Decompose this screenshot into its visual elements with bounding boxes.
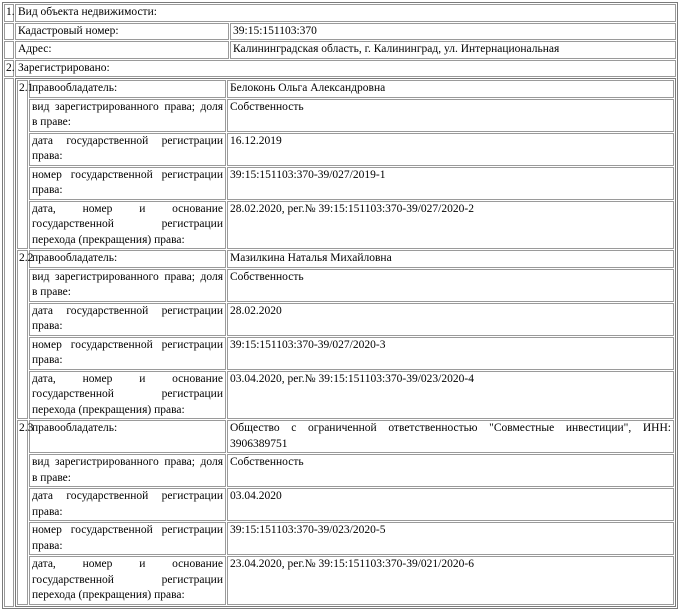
section-title: Зарегистрировано: (15, 60, 676, 78)
field-value: 28.02.2020 (227, 303, 674, 336)
registrations-table (15, 78, 676, 607)
entry-number: 2.3 (17, 420, 28, 605)
section-number: 2. (4, 60, 14, 78)
field-value: Собственность (227, 99, 674, 132)
field-value: Общество с ограниченной ответственностью "Совместные инвестиции", ИНН: 3906389751 (227, 420, 674, 453)
field-label: вид зарегистрированного права; доля в праве: (29, 454, 226, 487)
field-label: правообладатель: (29, 250, 226, 268)
field-label: Адрес: (15, 41, 229, 59)
registrations-container (15, 78, 676, 607)
registration-number-row (17, 167, 674, 200)
empty-cell (4, 41, 14, 59)
transfer-row (17, 556, 674, 605)
registration-number-row (17, 337, 674, 370)
field-label: номер государственной регистрации права: (29, 522, 226, 555)
holder-row (17, 250, 674, 268)
registration-number-row (17, 522, 674, 555)
field-value: Калининградская область, г. Калининград, ул. Интернациональная (230, 41, 676, 59)
field-label: вид зарегистрированного права; доля в праве: (29, 99, 226, 132)
field-value: 03.04.2020, рег.№ 39:15:151103:370-39/023/2020-4 (227, 371, 674, 420)
registration-date-row (17, 133, 674, 166)
field-label: дата, номер и основание государственной регистрации перехода (прекращения) права: (29, 371, 226, 420)
field-label: дата государственной регистрации права: (29, 488, 226, 521)
field-value: 39:15:151103:370-39/023/2020-5 (227, 522, 674, 555)
section-number: 1. (4, 4, 14, 22)
entry-number: 2.2 (17, 250, 28, 419)
field-label: номер государственной регистрации права: (29, 337, 226, 370)
field-label: номер государственной регистрации права: (29, 167, 226, 200)
field-value: 16.12.2019 (227, 133, 674, 166)
empty-cell (4, 23, 14, 41)
field-value: 39:15:151103:370-39/027/2019-1 (227, 167, 674, 200)
extract-document (2, 2, 678, 601)
field-label: Кадастровый номер: (15, 23, 229, 41)
field-label: правообладатель: (29, 420, 226, 453)
field-label: дата государственной регистрации права: (29, 133, 226, 166)
cadastral-number-row (4, 23, 676, 41)
holder-row (17, 80, 674, 98)
empty-cell (4, 78, 14, 607)
section-2-header (4, 60, 676, 78)
field-label: дата государственной регистрации права: (29, 303, 226, 336)
field-value: 28.02.2020, рег.№ 39:15:151103:370-39/027/2020-2 (227, 201, 674, 250)
registration-date-row (17, 488, 674, 521)
field-value: 23.04.2020, рег.№ 39:15:151103:370-39/021/2020-6 (227, 556, 674, 605)
field-label: дата, номер и основание государственной регистрации перехода (прекращения) права: (29, 556, 226, 605)
field-label: правообладатель: (29, 80, 226, 98)
registrations-row (4, 78, 676, 607)
right-type-row (17, 99, 674, 132)
entry-number: 2.1 (17, 80, 28, 249)
address-row (4, 41, 676, 59)
field-label: дата, номер и основание государственной регистрации перехода (прекращения) права: (29, 201, 226, 250)
right-type-row (17, 269, 674, 302)
right-type-row (17, 454, 674, 487)
transfer-row (17, 201, 674, 250)
field-value: 39:15:151103:370 (230, 23, 676, 41)
property-extract-table (2, 2, 678, 609)
holder-row (17, 420, 674, 453)
field-value: Белоконь Ольга Александровна (227, 80, 674, 98)
registration-date-row (17, 303, 674, 336)
field-label: вид зарегистрированного права; доля в праве: (29, 269, 226, 302)
field-value: Собственность (227, 454, 674, 487)
section-1-header (4, 4, 676, 22)
field-value: Мазилкина Наталья Михайловна (227, 250, 674, 268)
section-title: Вид объекта недвижимости: (15, 4, 676, 22)
transfer-row (17, 371, 674, 420)
field-value: 39:15:151103:370-39/027/2020-3 (227, 337, 674, 370)
field-value: 03.04.2020 (227, 488, 674, 521)
field-value: Собственность (227, 269, 674, 302)
